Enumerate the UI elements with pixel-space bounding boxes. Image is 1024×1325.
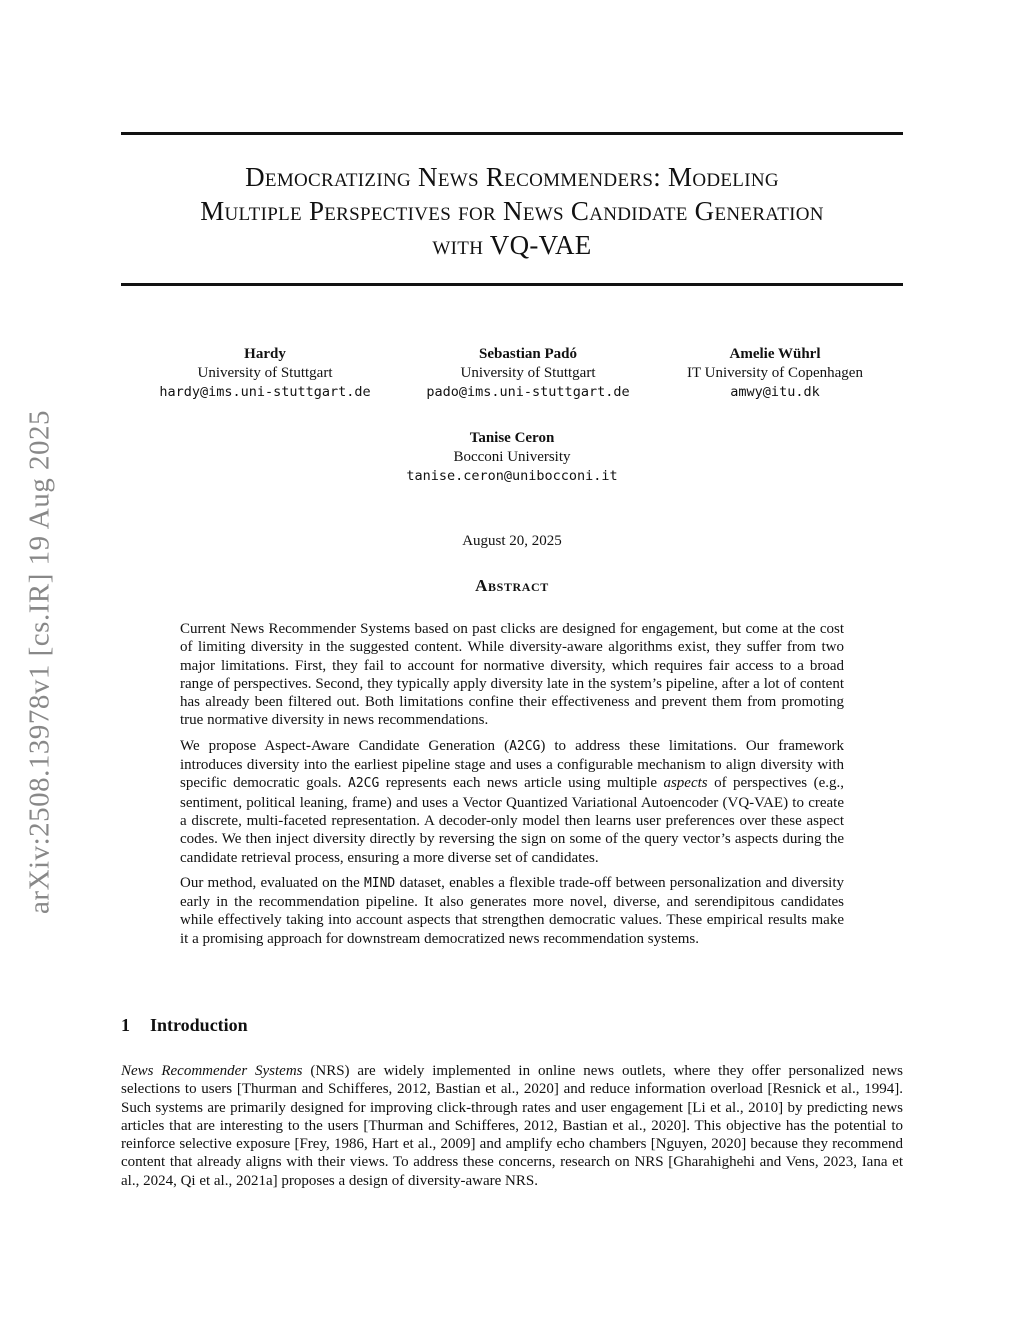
section-title: Introduction: [150, 1015, 248, 1035]
author-email[interactable]: tanise.ceron@unibocconi.it: [406, 468, 618, 484]
author-name: Sebastian Padó: [479, 346, 577, 362]
code-term: A2CG: [348, 776, 380, 792]
section-body: [121, 1062, 903, 1190]
title-bottom-rule: [121, 283, 903, 286]
abstract-paragraph-1: Current News Recommender Systems based on past clicks are designed for engagement, but come at the cost of limiting diversity in the suggested content. While diversity-aware algorithms exist, they suffer from two major limitations. First, they fail to account for normative diversity, which requires fair access to a broad range of perspectives. Second, they typically apply diversity late in the system’s pipeline, after a lot of content has already been filtered out. Both limitations confine their effectiveness and prevent them from promoting true normative diversity in news recommendations.: [180, 621, 844, 729]
author-name: Hardy: [244, 346, 286, 362]
abstract-paragraph-2: [180, 737, 844, 867]
author-block: [650, 345, 900, 402]
author-affiliation: Bocconi University: [453, 449, 571, 465]
author-name: Tanise Ceron: [469, 430, 555, 446]
text-span: dataset, enables a flexible trade-off between personalization and diversity early in the recommendation pipeline. It also generates more novel, diverse, and serendipitous candidates while effectively taking into account aspects that strengthen democratic values. These empirical results make it a promising approach for downstream democratized news recommendation systems.: [180, 874, 844, 947]
author-email[interactable]: amwy@itu.dk: [730, 384, 820, 400]
author-block: [140, 345, 390, 402]
emphasis-term: News Recommender Systems: [121, 1063, 303, 1079]
code-term: MIND: [363, 875, 396, 891]
author-block: [403, 345, 653, 402]
abstract-heading: Abstract: [475, 576, 549, 595]
text-span: We propose Aspect-Aware Candidate Generation (: [180, 737, 510, 754]
code-term: A2CG: [509, 738, 541, 754]
body-paragraph: [121, 1062, 903, 1190]
author-affiliation: University of Stuttgart: [197, 365, 333, 381]
text-span: (NRS) are widely implemented in online news outlets, where they offer personalized news selections to users [Thurman and Schifferes, 2012, Bastian et al., 2020] and reduce information overload [Resnick et al., 1994]. Such systems are primarily designed for improving click-through rates and user engagement [Li et al., 2010] by predicting news articles that are interesting to the users [Thurman and Schifferes, 2012, Bastian et al., 2020]. This objective has the potential to reinforce selective exposure [Frey, 1986, Hart et al., 2009] and amplify echo chambers [Nguyen, 2020] because they recommend content that already aligns with their views. To address these concerns, research on NRS [Gharahighehi and Vens, 2023, Iana et al., 2024, Qi et al., 2021a] proposes a design of diversity-aware NRS.: [121, 1063, 903, 1189]
paper-date: August 20, 2025: [462, 533, 562, 549]
author-name: Amelie Wührl: [729, 346, 821, 362]
section-heading: [121, 1015, 248, 1036]
arxiv-id-text: arXiv:2508.13978v1 [cs.IR] 19 Aug 2025: [23, 410, 56, 914]
section-number: 1: [121, 1015, 130, 1035]
abstract-body: [180, 620, 844, 955]
emphasis-term: aspects: [663, 775, 708, 792]
author-block: [387, 429, 637, 486]
text-span: of perspectives (e.g., sentiment, political leaning, frame) and uses a Vector Quantized Variational Autoencoder (VQ-VAE) to create a discrete, multi-faceted representation. A decoder-only model then learns user preferences over these aspect codes. We then inject diversity directly by reversing the sign on some of the query vector’s aspects during the candidate retrieval process, ensuring a more diverse set of candidates.: [180, 775, 844, 866]
author-affiliation: IT University of Copenhagen: [687, 365, 863, 381]
author-email[interactable]: hardy@ims.uni-stuttgart.de: [159, 384, 371, 400]
title-line-1: Democratizing News Recommenders: Modeling: [245, 162, 779, 192]
title-line-3: with VQ-VAE: [432, 230, 592, 260]
title-line-2: Multiple Perspectives for News Candidate Generation: [200, 196, 824, 226]
paper-title: [121, 160, 903, 262]
text-span: represents each news article using multiple: [379, 775, 664, 792]
title-top-rule: [121, 132, 903, 135]
author-email[interactable]: pado@ims.uni-stuttgart.de: [426, 384, 630, 400]
text-span: Our method, evaluated on the: [180, 874, 364, 891]
text-span: ) to address these limitations. Our framework introduces diversity into the earliest pipeline stage and uses a configurable mechanism to align diversity with specific democratic goals.: [180, 737, 844, 792]
abstract-paragraph-3: [180, 874, 844, 948]
author-affiliation: University of Stuttgart: [460, 365, 596, 381]
